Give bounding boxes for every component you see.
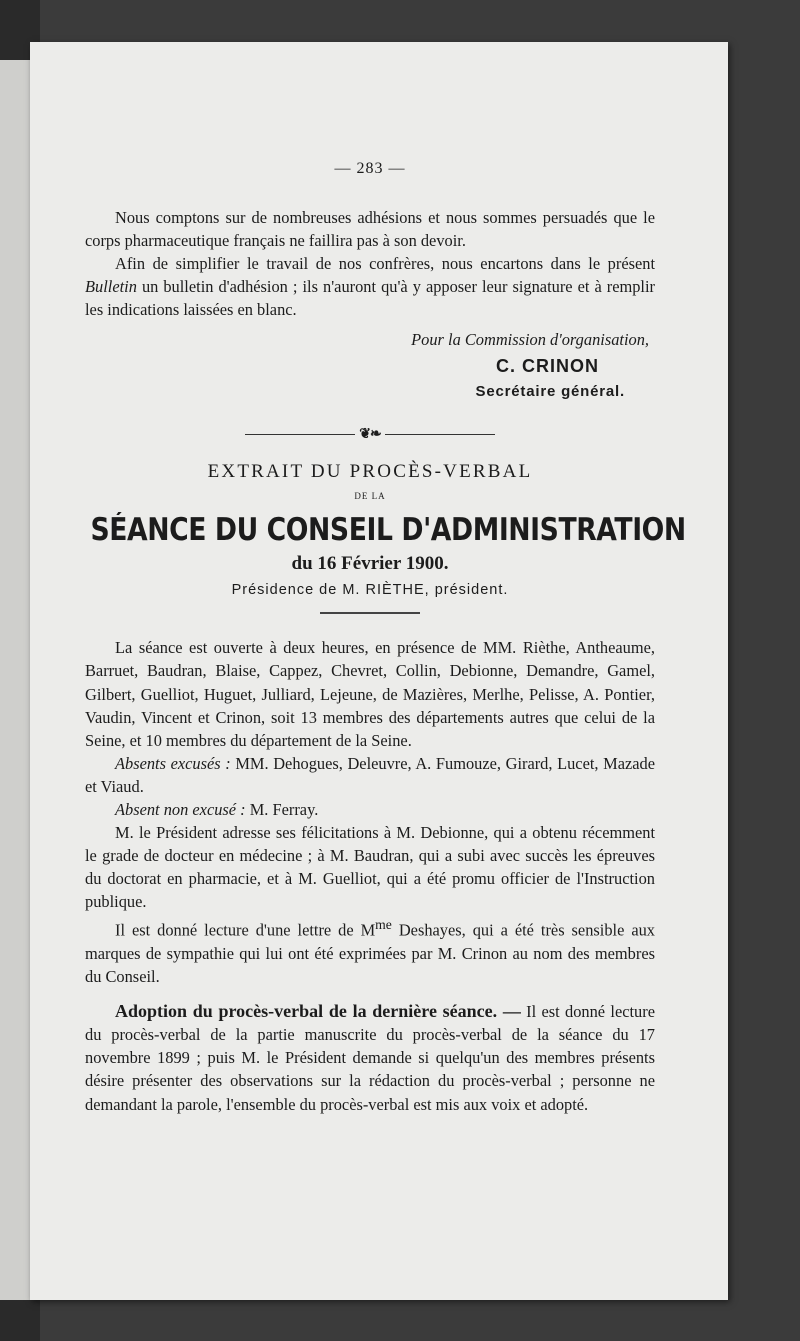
absents-excuses (85, 752, 655, 798)
scanned-page (30, 42, 728, 1300)
adoption-text: Il est donné lecture du procès-verbal de la partie manuscrite du procès-verbal de la séance du 17 novembre 1899 ; puis M. le Président demande si quelqu'un des membres présents désire présenter des observations sur la rédaction du procès-verbal ; personne ne demandant la parole, l'ensemble du procès-verbal est mis aux voix et adopté. (85, 1002, 655, 1114)
previous-page-edge (0, 60, 32, 1300)
felicitations-paragraph: M. le Président adresse ses félicitations à M. Debionne, qui a obtenu récemment le grade de docteur en médecine ; à M. Baudran, qui a subi avec succès les épreuves du doctorat en pharmacie, et à M. Guelliot, qui a été promu officier de l'Instruction publique. (85, 823, 655, 912)
absent-text: M. Ferray. (245, 799, 319, 819)
divider-line-left (245, 434, 355, 435)
intro-paragraph-1: Nous comptons sur de nombreuses adhésions et nous sommes persuadés que le corps pharmaceutique français ne faillira pas à son devoir. (85, 208, 655, 251)
attendance-paragraph: La séance est ouverte à deux heures, en présence de MM. Rièthe, Antheaume, Barruet, Baudran, Blaise, Cappez, Chevret, Collin, Debionne, Demandre, Gamel, Gilbert, Guelliot, Huguet, Julliard, Lejeune, de Mazières, Merlhe, Pelisse, A. Pontier, Vaudin, Vincent et Crinon, soit 13 membres des départements autres que celui de la Seine, et 10 membres du département de la Seine. (85, 638, 655, 750)
fleuron-icon: ❦❧ (359, 426, 381, 442)
bulletin-word: Bulletin (85, 277, 137, 297)
short-rule (320, 612, 420, 614)
ornament-divider (85, 423, 655, 446)
de-la-label: DE LA (354, 491, 386, 502)
adoption-section (85, 1000, 655, 1115)
page-content (85, 157, 686, 1116)
divider-line-right (385, 434, 495, 435)
extrait-heading: EXTRAIT DU PROCÈS-VERBAL (207, 460, 533, 482)
seance-date: du 16 Février 1900. (291, 553, 449, 575)
signature-title: Secrétaire général. (475, 382, 625, 400)
absent-label: Absent non excusé : (115, 799, 246, 819)
intro-paragraph-2: Afin de simplifier le travail de nos confrères, nous encartons dans le présent Bulletin un bulletin d'adhésion ; ils n'auront qu'à y apposer leur signature et à remplir les indications laissées en blanc. (85, 254, 655, 320)
absents-text: MM. Dehogues, Deleuvre, A. Fumouze, Girard, Lucet, Mazade et Viaud. (85, 753, 655, 796)
adoption-heading: Adoption du procès-verbal de la dernière séance. — (115, 1001, 521, 1022)
signature-line: Pour la Commission d'organisation, (411, 329, 649, 349)
seance-title: SÉANCE DU CONSEIL D'ADMINISTRATION (90, 512, 686, 549)
section-gap (85, 988, 655, 1000)
signature-name: C. CRINON (496, 355, 599, 376)
presidence-line: Présidence de M. RIÈTHE, président. (231, 582, 509, 599)
absent-non-excuse (85, 798, 655, 821)
absents-label: Absents excusés : (115, 753, 231, 773)
page-number: — 283 — (334, 160, 406, 177)
lettre-paragraph: Il est donné lecture d'une lettre de $M^{me}$ Deshayes, qui a été très sensible aux marques de sympathie qui lui ont été exprimées par M. Crinon au nom des membres du Conseil. (85, 917, 655, 987)
superscript-me: me (375, 917, 392, 933)
